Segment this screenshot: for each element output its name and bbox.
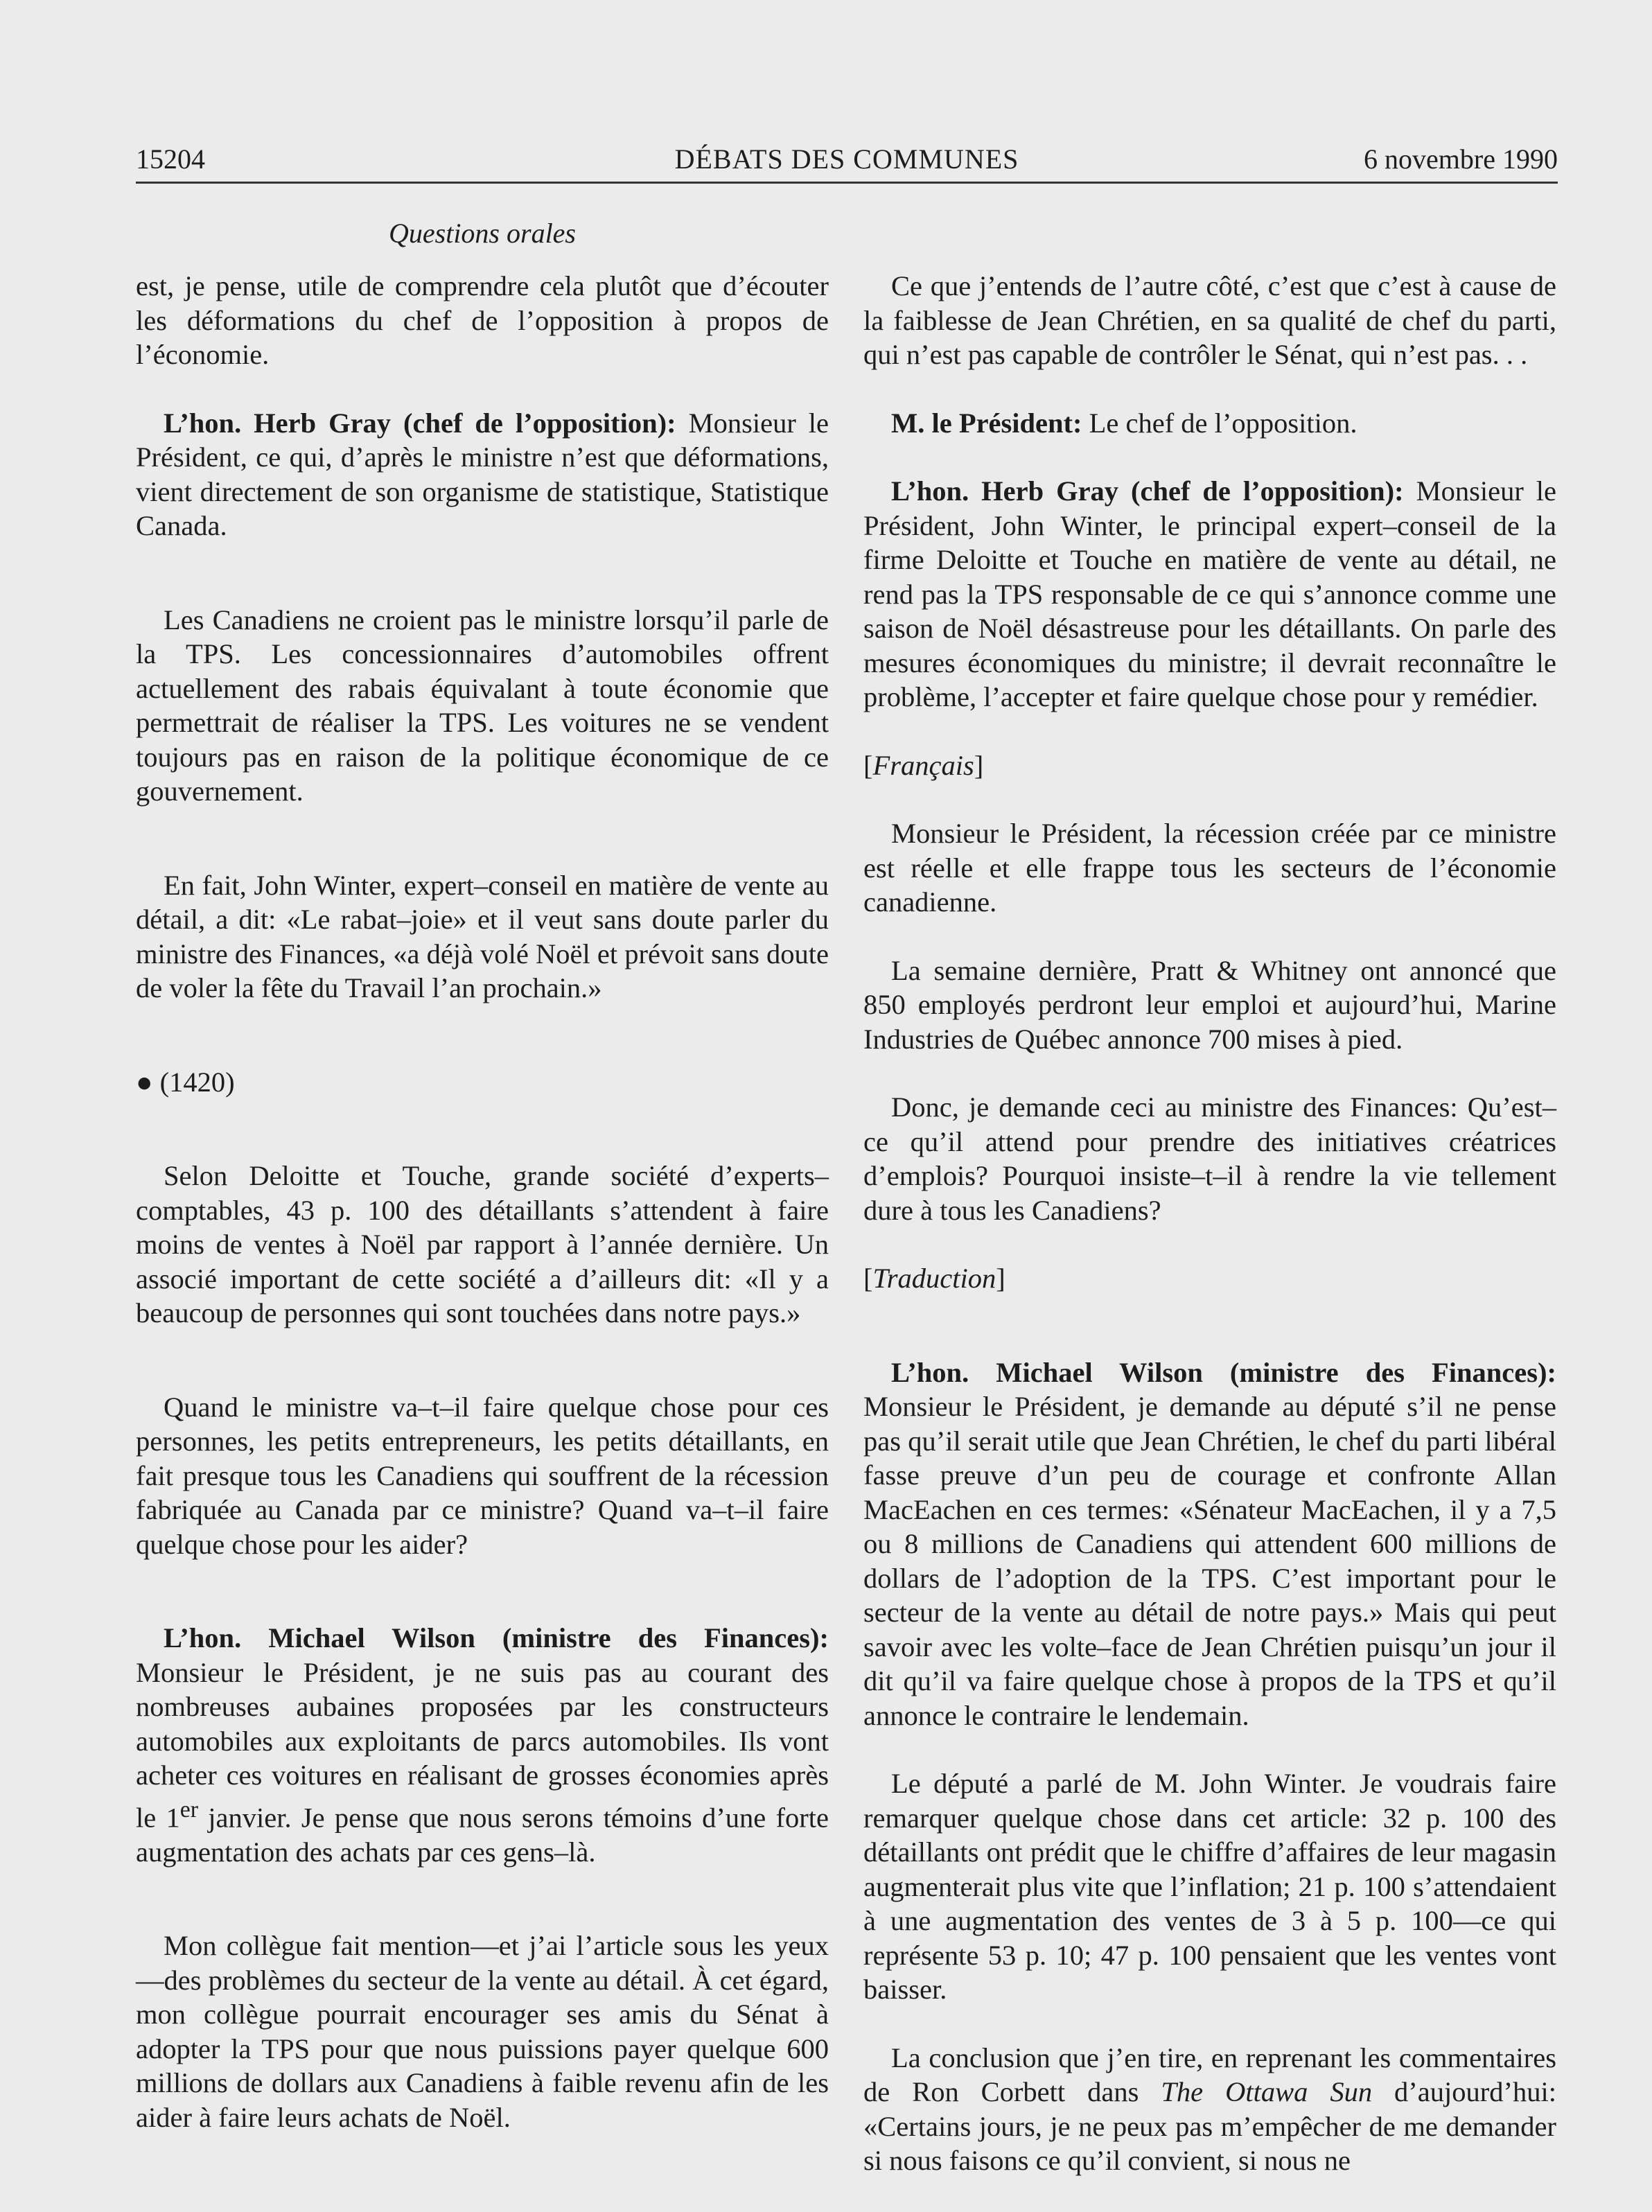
speaker-name: L’hon. Michael Wilson (ministre des Finances): xyxy=(164,1622,829,1653)
speaker-name: L’hon. Herb Gray (chef de l’opposition): xyxy=(891,475,1404,507)
speech-text: janvier. Je pense que nous serons témoins d’une forte augmentation des achats par ces gens–là. xyxy=(136,1802,829,1868)
paragraph: La conclusion que j’en tire, en reprenant les commentaires de Ron Corbett dans The Ottawa Sun d’aujourd’hui: «Certains jours, je ne peux pas m’empêcher de me demander si nous faisons ce qu’il convient, si nous ne xyxy=(863,2042,1556,2176)
header-rule xyxy=(136,182,1558,184)
paragraph: Donc, je demande ceci au ministre des Finances: Qu’est–ce qu’il attend pour prendre des initiatives créatrices d’emplois? Pourquoi insiste–t–il à rendre la vie tellement dure à tous les Canadiens? xyxy=(863,1091,1556,1226)
paragraph: Selon Deloitte et Touche, grande société d’experts–comptables, 43 p. 100 des détaillants s’attendent à faire moins de ventes à Noël par rapport à l’année dernière. Un associé important de cette société a d’ailleurs dit: «Il y a beaucoup de personnes qui sont touchées dans notre pays.» xyxy=(136,1160,829,1328)
paragraph: Monsieur le Président, la récession créée par ce ministre est réelle et elle frappe tous les secteurs de l’économie canadienne. xyxy=(863,818,1556,918)
issue-date: 6 novembre 1990 xyxy=(1364,143,1558,175)
speech-text: Monsieur le Président, je ne suis pas au courant des nombreuses aubaines proposées par les constructeurs automobiles aux exploitants de parcs automobiles. Ils vont acheter ces voitures en réalisant de grosses économies après le 1 xyxy=(136,1656,829,1833)
superscript: er xyxy=(179,1796,198,1823)
paragraph: En fait, John Winter, expert–conseil en matière de vente au détail, a dit: «Le rabat–joie» et il veut sans doute parler du ministre des Finances, «a déjà volé Noël et prévoit sans doute de voler la fête du Travail l’an prochain.» xyxy=(136,869,829,1003)
paragraph: La semaine dernière, Pratt & Whitney ont annoncé que 850 employés perdront leur emploi et aujourd’hui, Marine Industries de Québec annonce 700 mises à pied. xyxy=(863,954,1556,1055)
speaker-name: L’hon. Michael Wilson (ministre des Finances): xyxy=(891,1356,1556,1388)
speech-paragraph xyxy=(863,406,1556,441)
paragraph: Quand le ministre va–t–il faire quelque chose pour ces personnes, les petits entrepreneurs, les petits détaillants, en fait presque tous les Canadiens qui souffrent de la récession fabriquée au Canada par ce ministre? Quand va–t–il faire quelque chose pour les aider? xyxy=(136,1391,829,1560)
publication-title: The Ottawa Sun xyxy=(1161,2076,1373,2107)
speech-paragraph xyxy=(136,406,829,543)
paragraph: Le député a parlé de M. John Winter. Je voudrais faire remarquer quelque chose dans cet article: 32 p. 100 des détaillants ont prédit que le chiffre d’affaires de leur magasin augmenterait plus vite que l’inflation; 21 p. 100 s’attendaient à une augmentation des ventes de 3 à 5 p. 100—ce qui représente 53 p. 10; 47 p. 100 pensaient que les ventes vont baisser. xyxy=(863,1768,1556,2005)
speaker-name: L’hon. Herb Gray (chef de l’opposition): xyxy=(164,407,676,439)
speech-text: Monsieur le Président, je demande au député s’il ne pense pas qu’il serait utile que Jean Chrétien, le chef du parti libéral fasse preuve d’un peu de courage et confronte Allan MacEachen en ces termes: «Sénateur MacEachen, il y a 7,5 ou 8 millions de Canadiens qui attendent 600 millions de dollars de l’adoption de la TPS. C’est important pour le secteur de la vente au détail de notre pays.» Mais qui peut savoir avec les volte–face de Jean Chrétien puisqu’un jour il dit qu’il va faire quelque chose à propos de la TPS et qu’il annonce le contraire le lendemain. xyxy=(863,1391,1556,1731)
speech-paragraph xyxy=(136,1621,829,1869)
speech-text: Monsieur le Président, John Winter, le principal expert–conseil de la firme Deloitte et Touche en matière de vente au détail, ne rend pas la TPS responsable de ce qui s’annonce comme une saison de Noël désastreuse pour les détaillants. On parle des mesures économiques du ministre; il devrait reconnaître le problème, l’accepter et faire quelque chose pour y remédier. xyxy=(863,475,1556,712)
speech-paragraph xyxy=(863,1355,1556,1733)
speech-paragraph xyxy=(863,474,1556,714)
speech-text: Le chef de l’opposition. xyxy=(1082,407,1357,439)
paragraph: Ce que j’entends de l’autre côté, c’est que c’est à cause de la faiblesse de Jean Chrétien, en sa qualité de chef du parti, qui n’est pas capable de contrôler le Sénat, qui n’est pas. . . xyxy=(863,270,1556,370)
speaker-name: M. le Président: xyxy=(891,407,1082,439)
left-column xyxy=(136,269,829,2168)
language-label: Traduction xyxy=(872,1263,996,1294)
running-header xyxy=(136,141,1558,177)
time-marker: ● (1420) xyxy=(136,1066,235,1098)
right-column xyxy=(863,269,1556,2212)
speech-text: Monsieur le Président, ce qui, d’après le ministre n’est que déformations, vient directement de son organisme de statistique, Statistique Canada. xyxy=(136,407,829,541)
section-title: Questions orales xyxy=(389,218,576,249)
journal-title: DÉBATS DES COMMUNES xyxy=(674,143,1019,175)
paragraph: est, je pense, utile de comprendre cela plutôt que d’écouter les déformations du chef de l’opposition à propos de l’économie. xyxy=(136,270,829,370)
page-number: 15204 xyxy=(136,143,205,175)
language-label: Français xyxy=(872,749,974,781)
language-marker: [Français] xyxy=(863,749,984,781)
paragraph: Mon collègue fait mention—et j’ai l’article sous les yeux—des problèmes du secteur de la vente au détail. À cet égard, mon collègue pourrait encourager ses amis du Sénat à adopter la TPS pour que nous puissions payer quelque 600 millions de dollars aux Canadiens à faible revenu afin de les aider à faire leurs achats de Noël. xyxy=(136,1930,829,2133)
language-marker: [Traduction] xyxy=(863,1263,1005,1294)
paragraph: Les Canadiens ne croient pas le ministre lorsqu’il parle de la TPS. Les concessionnaires d’automobiles offrent actuellement des rabais équivalant à toute économie que permettrait de réaliser la TPS. Les voitures ne se vendent toujours pas en raison de la politique économique de ce gouvernement. xyxy=(136,604,829,807)
